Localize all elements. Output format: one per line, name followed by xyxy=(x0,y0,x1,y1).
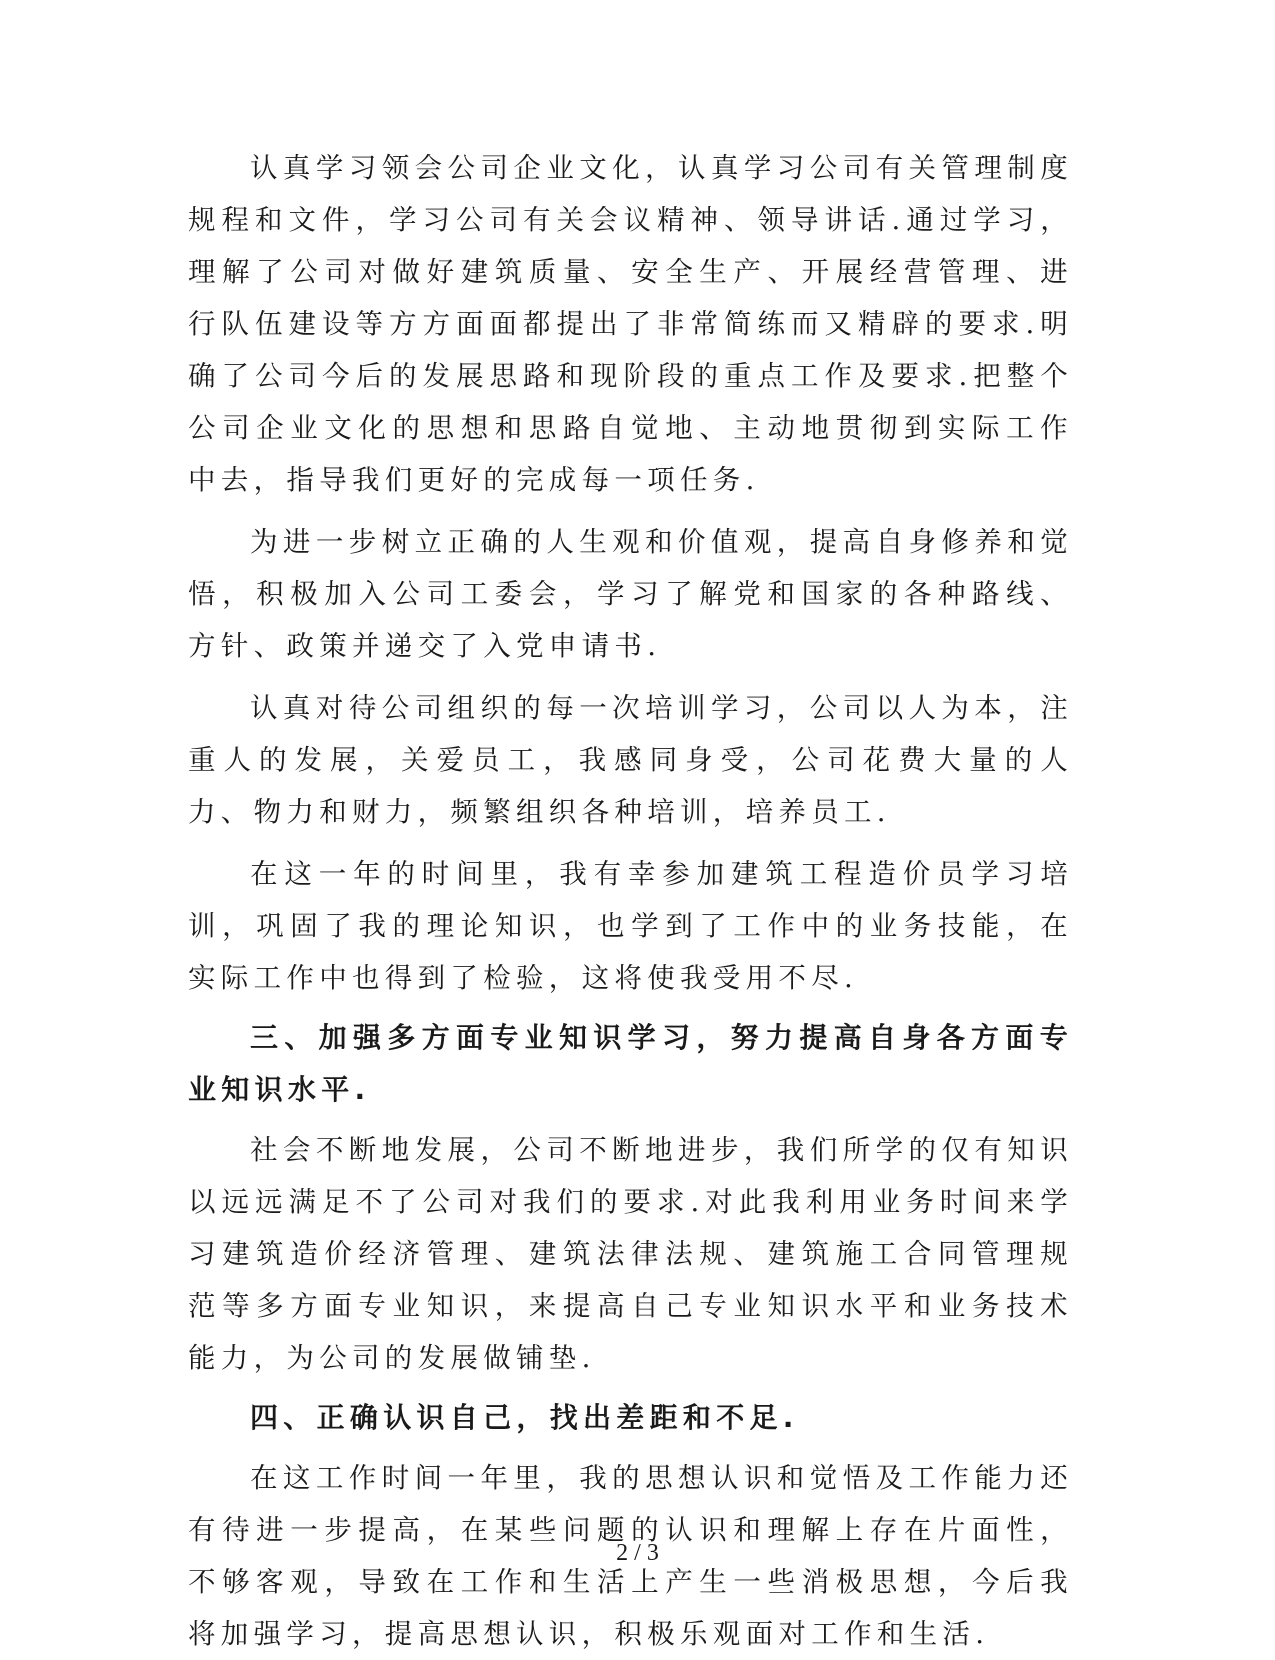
section-heading-3: 三、加强多方面专业知识学习，努力提高自身各方面专业知识水平. xyxy=(188,1021,1073,1106)
paragraph-self-assessment: 在这工作时间一年里，我的思想认识和觉悟及工作能力还有待进一步提高，在某些问题的认识和理解上存在片面性，不够客观，导致在工作和生活上产生一些消极思想，今后我将加强学习，提高思想认识，积极乐观面对工作和生活. xyxy=(188,1462,1073,1650)
document-body xyxy=(188,142,1073,1660)
paragraph-values: 为进一步树立正确的人生观和价值观，提高自身修养和觉悟，积极加入公司工委会，学习了解党和国家的各种路线、方针、政策并递交了入党申请书. xyxy=(188,526,1073,662)
paragraph-training: 认真对待公司组织的每一次培训学习，公司以人为本，注重人的发展，关爱员工，我感同身受，公司花费大量的人力、物力和财力，频繁组织各种培训，培养员工. xyxy=(188,692,1073,828)
paragraph-cost-engineer-training: 在这一年的时间里，我有幸参加建筑工程造价员学习培训，巩固了我的理论知识，也学到了工作中的业务技能，在实际工作中也得到了检验，这将使我受用不尽. xyxy=(188,858,1073,994)
paragraph-culture-study: 认真学习领会公司企业文化，认真学习公司有关管理制度规程和文件，学习公司有关会议精神、领导讲话.通过学习，理解了公司对做好建筑质量、安全生产、开展经营管理、进行队伍建设等方方面面都提出了非常简练而又精辟的要求.明确了公司今后的发展思路和现阶段的重点工作及要求.把整个公司企业文化的思想和思路自觉地、主动地贯彻到实际工作中去，指导我们更好的完成每一项任务. xyxy=(188,152,1073,496)
section-heading-4: 四、正确认识自己，找出差距和不足. xyxy=(250,1401,799,1434)
paragraph-professional-knowledge: 社会不断地发展，公司不断地进步，我们所学的仅有知识以远远满足不了公司对我们的要求.对此我利用业务时间来学习建筑造价经济管理、建筑法律法规、建筑施工合同管理规范等多方面专业知识，来提高自己专业知识水平和业务技术能力，为公司的发展做铺垫. xyxy=(188,1134,1073,1374)
page-number: 2 / 3 xyxy=(616,1540,659,1566)
